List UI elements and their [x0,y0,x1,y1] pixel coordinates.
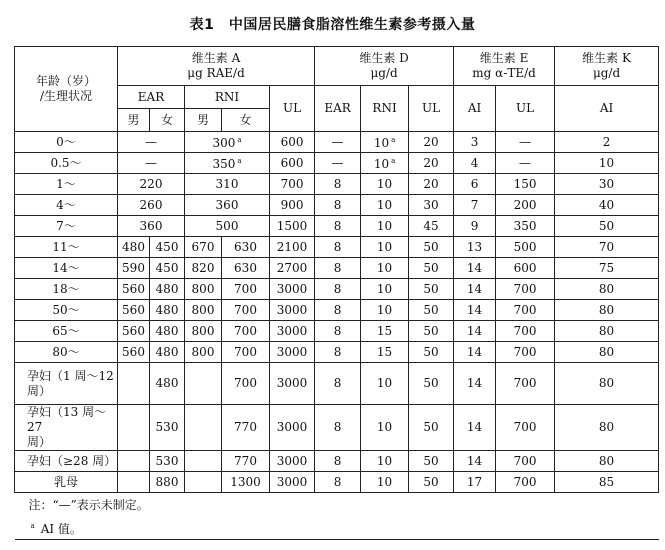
footnote-marker: a [237,136,242,144]
cell-vitE-ai: 14 [454,300,496,321]
cell-age: 50～ [15,300,118,321]
cell-vitA-rni-female: 630 [222,237,270,258]
cell-vitD-rni: 10 [361,472,409,493]
cell-vitA-ul: 3000 [270,472,315,493]
vitD-header: 维生素 D μg/d [315,47,454,86]
cell-vitD-ul: 50 [409,237,454,258]
cell-vitA-ul: 700 [270,174,315,195]
table-row [15,451,659,472]
cell-vitD-ul: 45 [409,216,454,237]
cell-vitE-ul: 600 [496,258,555,279]
cell-vitK-ai: 50 [555,216,659,237]
cell-vitA-rni: 500 [185,216,270,237]
cell-vitK-ai: 80 [555,451,659,472]
table-title: 表1 中国居民膳食脂溶性维生素参考摄入量 [189,17,476,33]
cell-vitA-rni-female: 700 [222,363,270,405]
rni-female-header: 女 [222,109,270,132]
cell-vitA-ear-male: 560 [118,342,150,363]
age-header: 年龄（岁） /生理状况 [15,47,118,132]
cell-vitD-ear: 8 [315,237,361,258]
cell-vitK-ai: 80 [555,405,659,451]
table-row [15,195,659,216]
cell-vitA-rni-male: 800 [185,300,222,321]
cell-vitE-ul: 700 [496,342,555,363]
cell-vitA-rni-female: 700 [222,321,270,342]
cell-vitA-ear-female: 480 [150,321,185,342]
cell-vitD-ear: 8 [315,300,361,321]
cell-vitA-ear: 220 [118,174,185,195]
cell-vitA-ear: — [118,132,185,153]
cell-vitE-ai: 14 [454,342,496,363]
cell-age: 80～ [15,342,118,363]
cell-vitA-ear: 360 [118,216,185,237]
vitA-rni-header: RNI [185,86,270,109]
vitE-ul-header: UL [496,86,555,132]
cell-vitA-ear-female: 480 [150,279,185,300]
cell-vitA-ul: 1500 [270,216,315,237]
cell-vitD-ul: 50 [409,451,454,472]
table-row [15,342,659,363]
cell-age: 孕妇（≥28 周） [15,451,118,472]
cell-age: 18～ [15,279,118,300]
table-row [15,321,659,342]
table-row [15,472,659,493]
cell-vitD-ear: 8 [315,216,361,237]
cell-vitE-ul: 700 [496,300,555,321]
footnote-marker: a [391,136,396,144]
cell-vitE-ai: 14 [454,321,496,342]
table-row [15,153,659,174]
cell-age: 孕妇（1 周～12 周） [15,363,118,405]
cell-vitA-rni-male [185,472,222,493]
cell-vitD-ear: — [315,153,361,174]
cell-age: 0.5～ [15,153,118,174]
cell-vitE-ul: 700 [496,451,555,472]
cell-vitE-ai: 14 [454,363,496,405]
cell-vitD-ul: 30 [409,195,454,216]
cell-vitD-ul: 20 [409,132,454,153]
cell-vitE-ai: 13 [454,237,496,258]
cell-vitD-ear: 8 [315,321,361,342]
cell-vitD-rni: 10 $^a$ [361,153,409,174]
cell-vitA-rni-female: 770 [222,405,270,451]
cell-vitE-ul: — [496,132,555,153]
cell-vitK-ai: 80 [555,321,659,342]
cell-vitK-ai: 30 [555,174,659,195]
cell-vitD-ul: 50 [409,300,454,321]
cell-vitE-ai: 14 [454,451,496,472]
cell-vitD-rni: 10 [361,405,409,451]
cell-vitD-rni: 10 [361,300,409,321]
cell-vitA-rni-male: 820 [185,258,222,279]
vitamin-table [14,46,659,540]
cell-vitE-ai: 6 [454,174,496,195]
cell-vitA-rni: 300 $^a$ [185,132,270,153]
cell-vitD-rni: 15 [361,342,409,363]
cell-vitE-ai: 9 [454,216,496,237]
vitD-rni-header: RNI [361,86,409,132]
cell-vitA-ear-female: 530 [150,405,185,451]
cell-age: 7～ [15,216,118,237]
cell-vitA-ear-male [118,472,150,493]
cell-vitA-ul: 3000 [270,279,315,300]
cell-vitA-ul: 3000 [270,451,315,472]
cell-vitA-rni: 360 [185,195,270,216]
cell-vitK-ai: 85 [555,472,659,493]
cell-vitE-ul: 150 [496,174,555,195]
cell-vitD-rni: 10 [361,451,409,472]
cell-vitA-ear-female: 480 [150,300,185,321]
cell-vitE-ai: 14 [454,405,496,451]
cell-vitA-rni-female: 1300 [222,472,270,493]
cell-vitD-rni: 15 [361,321,409,342]
table-row [15,132,659,153]
cell-vitD-ul: 50 [409,405,454,451]
cell-vitA-ear-male: 560 [118,279,150,300]
ear-male-header: 男 [118,109,150,132]
cell-vitD-ul: 50 [409,342,454,363]
cell-vitA-ul: 900 [270,195,315,216]
cell-vitA-rni-male: 800 [185,279,222,300]
cell-age: 4～ [15,195,118,216]
rni-male-header: 男 [185,109,222,132]
cell-vitD-rni: 10 [361,363,409,405]
cell-vitD-ul: 50 [409,258,454,279]
table-row [15,363,659,405]
table-row [15,237,659,258]
cell-vitK-ai: 70 [555,237,659,258]
cell-vitA-ul: 3000 [270,363,315,405]
cell-vitA-rni-female: 700 [222,342,270,363]
table-row [15,517,659,540]
cell-vitA-ear-female: 880 [150,472,185,493]
cell-vitE-ai: 3 [454,132,496,153]
cell-vitK-ai: 40 [555,195,659,216]
cell-vitA-ear-female: 480 [150,363,185,405]
age-continuation: 周） [27,383,52,398]
table-row [15,405,659,451]
cell-vitA-ear-male: 560 [118,321,150,342]
cell-age: 乳母 [15,472,118,493]
vitA-ear-header: EAR [118,86,185,109]
cell-vitA-ul: 3000 [270,342,315,363]
cell-vitA-rni: 310 [185,174,270,195]
cell-vitD-ul: 50 [409,321,454,342]
cell-vitD-ear: 8 [315,405,361,451]
cell-vitA-rni-female: 700 [222,300,270,321]
cell-vitA-ear: 260 [118,195,185,216]
cell-vitE-ai: 4 [454,153,496,174]
cell-vitD-rni: 10 [361,216,409,237]
cell-vitD-ear: — [315,132,361,153]
cell-vitD-ul: 50 [409,472,454,493]
cell-vitD-ear: 8 [315,363,361,405]
cell-vitA-ear-male: 560 [118,300,150,321]
footnote-marker: a [237,157,242,165]
cell-vitA-ear-male: 590 [118,258,150,279]
cell-age: 孕妇（13 周～27 周） [15,405,118,451]
cell-vitE-ul: 700 [496,363,555,405]
cell-vitD-ear: 8 [315,472,361,493]
table-row [15,493,659,518]
cell-age: 0～ [15,132,118,153]
cell-vitE-ul: 700 [496,405,555,451]
vitE-header: 维生素 E mg α-TE/d [454,47,555,86]
cell-vitA-rni-male: 670 [185,237,222,258]
ear-female-header: 女 [150,109,185,132]
cell-vitD-ul: 20 [409,153,454,174]
cell-vitA-ul: 2700 [270,258,315,279]
cell-vitE-ul: 350 [496,216,555,237]
cell-vitK-ai: 75 [555,258,659,279]
cell-vitK-ai: 80 [555,363,659,405]
table-row [15,300,659,321]
cell-vitA-rni-male [185,405,222,451]
cell-vitA-ear-male [118,405,150,451]
cell-vitD-ul: 50 [409,363,454,405]
cell-vitE-ai: 7 [454,195,496,216]
cell-vitA-ear-female: 480 [150,342,185,363]
cell-vitA-rni-female: 630 [222,258,270,279]
cell-vitA-ul: 2100 [270,237,315,258]
cell-vitA-ul: 600 [270,132,315,153]
cell-vitA-ear-female: 530 [150,451,185,472]
cell-vitA-ul: 3000 [270,321,315,342]
cell-note-2: $^a$ AI 值。 [15,517,659,540]
table-row [15,216,659,237]
cell-vitA-ul: 3000 [270,300,315,321]
cell-vitE-ai: 14 [454,258,496,279]
cell-vitK-ai: 80 [555,279,659,300]
vitK-ai-header: AI [555,86,659,132]
cell-note-1: 注：“—”表示未制定。 [15,493,659,518]
vitD-ul-header: UL [409,86,454,132]
cell-vitA-ear: — [118,153,185,174]
cell-vitA-ear-male [118,451,150,472]
cell-vitA-ear-male: 480 [118,237,150,258]
cell-age: 1～ [15,174,118,195]
cell-vitA-ul: 600 [270,153,315,174]
cell-vitA-rni-male: 800 [185,321,222,342]
cell-vitD-ear: 8 [315,174,361,195]
cell-vitA-rni-female: 700 [222,279,270,300]
cell-vitE-ul: 700 [496,279,555,300]
cell-age: 65～ [15,321,118,342]
table-row [15,279,659,300]
cell-vitD-rni: 10 [361,174,409,195]
cell-vitD-ear: 8 [315,279,361,300]
age-continuation: 周） [27,435,52,449]
cell-vitE-ai: 14 [454,279,496,300]
cell-vitE-ai: 17 [454,472,496,493]
cell-vitD-rni: 10 [361,237,409,258]
table-row [15,258,659,279]
cell-vitD-ul: 20 [409,174,454,195]
cell-vitD-ear: 8 [315,451,361,472]
cell-vitA-ear-female: 450 [150,237,185,258]
cell-vitD-ear: 8 [315,195,361,216]
vitE-ai-header: AI [454,86,496,132]
cell-age: 11～ [15,237,118,258]
cell-vitA-rni-male: 800 [185,342,222,363]
cell-vitA-ear-female: 450 [150,258,185,279]
cell-vitK-ai: 2 [555,132,659,153]
cell-vitA-rni: 350 $^a$ [185,153,270,174]
vitK-header: 维生素 K μg/d [555,47,659,86]
footnote-marker: a [30,522,35,530]
cell-vitD-ul: 50 [409,279,454,300]
cell-vitA-rni-female: 770 [222,451,270,472]
cell-vitA-ear-male [118,363,150,405]
vitA-header: 维生素 A μg RAE/d [118,47,315,86]
cell-vitE-ul: 700 [496,321,555,342]
footnote-marker: a [391,157,396,165]
cell-vitE-ul: — [496,153,555,174]
cell-vitK-ai: 10 [555,153,659,174]
vitD-ear-header: EAR [315,86,361,132]
cell-vitA-rni-male [185,363,222,405]
cell-vitE-ul: 500 [496,237,555,258]
cell-vitD-ear: 8 [315,258,361,279]
cell-vitD-rni: 10 [361,258,409,279]
cell-age: 14～ [15,258,118,279]
cell-vitA-ul: 3000 [270,405,315,451]
cell-vitD-rni: 10 $^a$ [361,132,409,153]
cell-vitD-rni: 10 [361,279,409,300]
cell-vitD-rni: 10 [361,195,409,216]
table-row [15,174,659,195]
cell-vitE-ul: 700 [496,472,555,493]
vitA-ul-header: UL [270,86,315,132]
cell-vitK-ai: 80 [555,342,659,363]
cell-vitA-rni-male [185,451,222,472]
cell-vitD-ear: 8 [315,342,361,363]
cell-vitE-ul: 200 [496,195,555,216]
cell-vitK-ai: 80 [555,300,659,321]
